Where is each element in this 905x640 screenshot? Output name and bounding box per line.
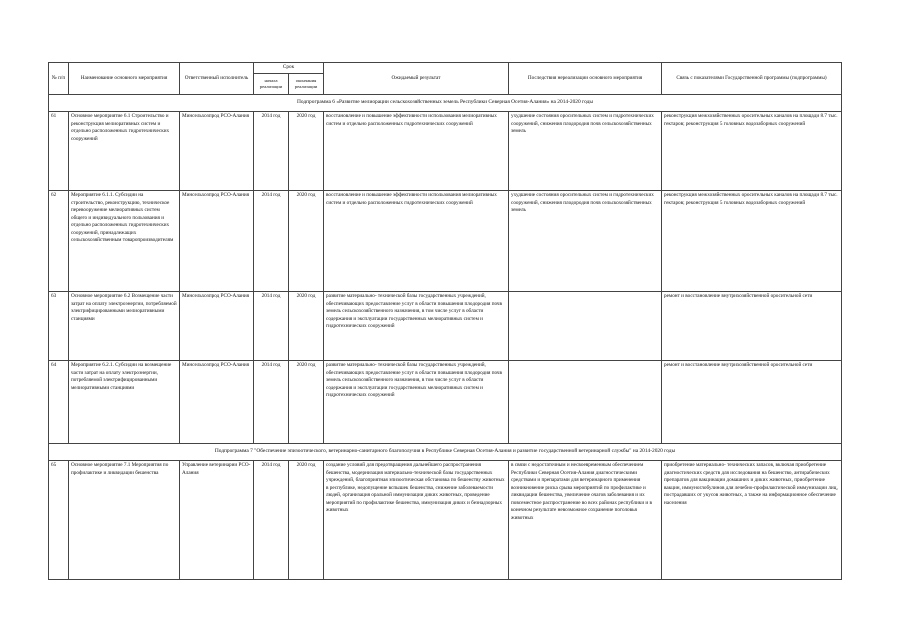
cell-start: 2014 год	[254, 461, 289, 580]
cell-link: ремонт и восстановление внутрихозяйственной оросительной сети	[662, 361, 842, 444]
cell-start: 2014 год	[254, 292, 289, 361]
cell-name: Мероприятие 6.1.1. Субсидии на строительство, реконструкцию, техническое перевооружение мелиоративных систем общего и индивидуального пользования и отдельно расположенных гидротехнических сооружений, принадлежащих сельскохозяйственным товаропроизводителям	[69, 191, 180, 292]
cell-name: Мероприятие 6.2.1. Субсидии на возмещение части затрат на оплату электроэнергии, потребляемой электрифицированными мелиоративными станциями	[69, 361, 180, 444]
cell-link: ремонт и восстановление внутрихозяйственной оросительной сети	[662, 292, 842, 361]
col-end: окончания реализации	[289, 74, 324, 95]
cell-executor: Минсельхозпрод РСО-Алания	[180, 191, 254, 292]
cell-name: Основное мероприятие 6.2 Возмещение части затрат на оплату электроэнергии, потребляемой электрифицированными мелиоративными станциями	[69, 292, 180, 361]
table-header-row	[49, 63, 842, 74]
cell-result: восстановление и повышение эффективности использования мелиоративных систем и отдельно расположенных гидротехнических сооружений	[324, 112, 509, 191]
cell-result: восстановление и повышение эффективности использования мелиоративных систем и отдельно расположенных гидротехнических сооружений	[324, 191, 509, 292]
cell-link: реконструкция межхозяйственных оросительных каналов на площади 8.7 тыс. гектаров; реконструкция 5 головных водозаборных сооружений	[662, 191, 842, 292]
col-result: Ожидаемый результат	[324, 63, 509, 95]
col-consequences: Последствия нереализации основного мероприятия	[509, 63, 662, 95]
measures-table	[48, 62, 842, 580]
table-row	[49, 191, 842, 292]
cell-consequences: в связи с недостаточным и несвоевременным обеспечением Республики Северная Осетия-Алания диагностическими средствами и препаратами для ветеринарного применения возникновение риска срыва мероприятий по профилактике и ликвидации бешенства, увеличение очагов заболевания и их повсеместное распространение во всех районах республики и в конечном результате невозможное сохранение поголовья животных	[509, 461, 662, 580]
cell-end: 2020 год	[289, 292, 324, 361]
cell-num: 64	[49, 361, 69, 444]
cell-end: 2020 год	[289, 461, 324, 580]
table-row	[49, 292, 842, 361]
table-row	[49, 112, 842, 191]
col-executor: Ответственный исполнитель	[180, 63, 254, 95]
col-term: Срок	[254, 63, 324, 74]
cell-executor: Минсельхозпрод РСО-Алания	[180, 112, 254, 191]
cell-consequences: ухудшение состояния оросительных систем и гидротехнических сооружений, снижения плодородия почв сельскохозяйственных земель	[509, 112, 662, 191]
cell-result: развитие материально- технической базы государственных учреждений, обеспечивающих предоставление услуг в области повышения плодородия почв земель сельскохозяйственного назначения, в том числе услуг в области содержания и эксплуатации государственных мелиоративных систем и гидротехнических сооружений	[324, 361, 509, 444]
cell-executor: Управление ветеринарии РСО-Алания	[180, 461, 254, 580]
cell-executor: Минсельхозпрод РСО-Алания	[180, 292, 254, 361]
cell-consequences: ухудшение состояния оросительных систем и гидротехнических сооружений, снижения плодородия почв сельскохозяйственных земель	[509, 191, 662, 292]
col-num: № п/п	[49, 63, 69, 95]
col-event-name: Наименование основного мероприятия	[69, 63, 180, 95]
table-row	[49, 361, 842, 444]
document-page	[48, 62, 841, 580]
cell-result: создание условий для предотвращения дальнейшего распространения бешенства, модернизация материально-технической базы государственных учреждений, благоприятная эпизоотическая обстановка по бешенству животных в республике, недопущение вспышек бешенства, снижение заболеваемости людей, организация оральной иммунизации диких животных, проведение мероприятий по профилактике бешенства, иммунизация диких и безнадзорных животных	[324, 461, 509, 580]
cell-num: 63	[49, 292, 69, 361]
cell-start: 2014 год	[254, 361, 289, 444]
cell-name: Основное мероприятие 6.1 Строительство и реконструкция мелиоративных систем и отдельно расположенных гидротехнических сооружений	[69, 112, 180, 191]
section-row-sub6	[49, 95, 842, 112]
cell-num: 61	[49, 112, 69, 191]
cell-executor: Минсельхозпрод РСО-Алания	[180, 361, 254, 444]
cell-name: Основное мероприятие 7.1 Мероприятия по профилактике и ликвидации бешенства	[69, 461, 180, 580]
col-start: начала реализации	[254, 74, 289, 95]
cell-end: 2020 год	[289, 191, 324, 292]
cell-consequences	[509, 292, 662, 361]
cell-consequences	[509, 361, 662, 444]
table-row	[49, 461, 842, 580]
cell-link: приобретение материально- технических запасов, включая приобретение диагностических средств для исследования на бешенство, антирабических препаратов для вакцинации домашних и диких животных, приобретение вакцин, иммуноглобулинов для лечебно-профилактической иммунизации лиц, пострадавших от укусов животных, а также на информационное обеспечение населения	[662, 461, 842, 580]
cell-num: 62	[49, 191, 69, 292]
section-title: Подпрограмма 7 "Обеспечение эпизоотического, ветеринарно-санитарного благополучия в Республике Северная Осетия-Алания и развитие государственной ветеринарной службы" на 2014-2020 годы	[49, 444, 842, 461]
cell-start: 2014 год	[254, 191, 289, 292]
cell-end: 2020 год	[289, 361, 324, 444]
cell-result: развитие материально- технической базы государственных учреждений, обеспечивающих предоставление услуг в области повышения плодородия почв земель сельскохозяйственного назначения, в том числе услуг в области содержания и эксплуатации государственных мелиоративных систем и гидротехнических сооружений	[324, 292, 509, 361]
cell-link: реконструкция межхозяйственных оросительных каналов на площади 8.7 тыс. гектаров; реконструкция 5 головных водозаборных сооружений	[662, 112, 842, 191]
section-title: Подпрограмма 6 «Развитие мелиорации сельскохозяйственных земель Республики Северная Осетия-Алания» на 2014-2020 годы	[49, 95, 842, 112]
col-link: Связь с показателями Государственной программы (подпрограммы)	[662, 63, 842, 95]
cell-num: 65	[49, 461, 69, 580]
section-row-sub7	[49, 444, 842, 461]
cell-start: 2014 год	[254, 112, 289, 191]
cell-end: 2020 год	[289, 112, 324, 191]
